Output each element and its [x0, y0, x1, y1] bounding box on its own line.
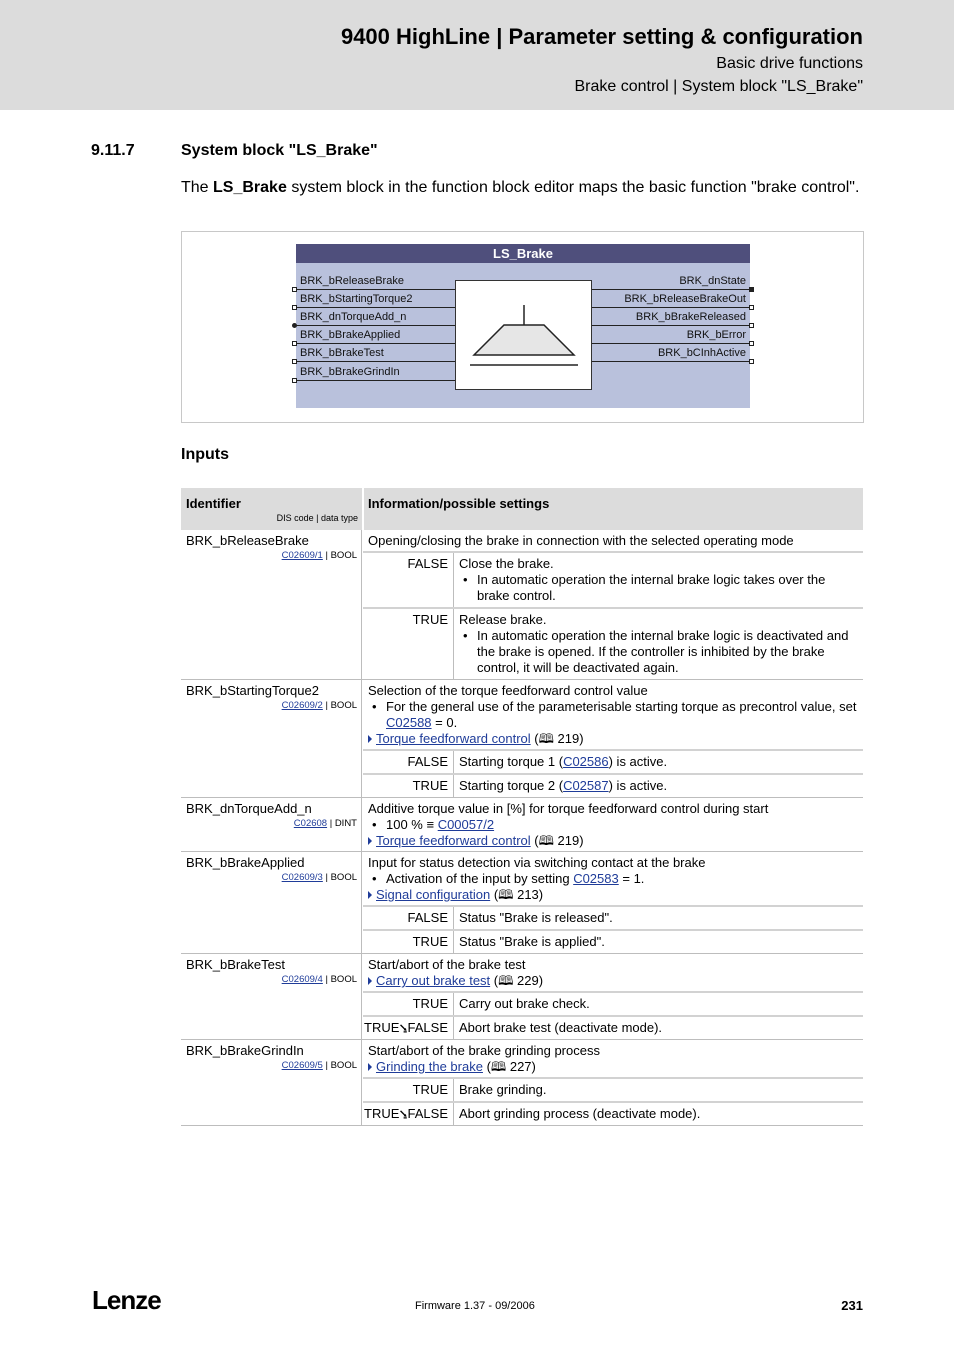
input-pin [292, 287, 297, 292]
identifier-cell [181, 852, 362, 953]
page-number: 231 [841, 1298, 863, 1313]
value-key: FALSE [363, 751, 454, 773]
data-type: | BOOL [325, 872, 357, 883]
value-desc: Brake grinding. [459, 1082, 547, 1097]
port-out-dn-state: BRK_dnState [679, 275, 746, 287]
ref-link[interactable]: Torque feedforward control [376, 833, 531, 848]
dis-code-link[interactable]: C02609/4 [281, 974, 323, 985]
description-block [363, 852, 863, 905]
info-cell [363, 798, 863, 851]
description: Opening/closing the brake in connection with the selected operating mode [368, 533, 794, 548]
ref-page: (🕮 219) [534, 731, 584, 746]
value-row [363, 991, 863, 1015]
value-row [363, 749, 863, 773]
page-header [0, 0, 954, 110]
ref-page: (🕮 227) [486, 1059, 536, 1074]
value-bullet: • In automatic operation the internal brake logic takes over the brake control. [459, 572, 858, 604]
dis-code [294, 818, 357, 829]
input-line [296, 343, 455, 344]
bullet-text-end: = 1. [622, 871, 645, 886]
table-row [181, 530, 863, 680]
reference-link [368, 731, 858, 747]
identifier-cell [181, 530, 362, 679]
header-identifier: Identifier [186, 496, 241, 511]
value-text: Release brake. [459, 612, 547, 627]
intro-bold: LS_Brake [213, 179, 287, 196]
description-block [363, 954, 863, 991]
identifier-cell [181, 954, 362, 1039]
table-row [181, 852, 863, 954]
reference-link [368, 1059, 858, 1075]
description: Selection of the torque feedforward control value [368, 683, 648, 698]
value-key: TRUE [363, 1079, 454, 1101]
info-cell [363, 1040, 863, 1125]
section-subtitle: Brake control | System block "LS_Brake" [574, 78, 863, 95]
port-out-release-brake-out: BRK_bReleaseBrakeOut [624, 293, 746, 305]
output-pin [749, 359, 754, 364]
identifier-name: BRK_bReleaseBrake [186, 533, 309, 548]
port-out-error: BRK_bError [686, 329, 746, 341]
input-pin [292, 323, 297, 328]
port-in-starting-torque2: BRK_bStartingTorque2 [300, 293, 413, 305]
port-in-torque-add: BRK_dnTorqueAdd_n [300, 311, 407, 323]
input-line [296, 289, 455, 290]
value-key: TRUE [363, 993, 454, 1015]
reference-link [368, 973, 858, 989]
input-line [296, 361, 455, 362]
reference-link [368, 833, 858, 849]
identifier-cell [181, 1040, 362, 1125]
ref-link[interactable]: Grinding the brake [376, 1059, 483, 1074]
intro-pre: The [181, 179, 209, 196]
inputs-table [181, 488, 863, 1126]
input-line [296, 307, 455, 308]
value-key: TRUE⭸FALSE [363, 1017, 454, 1039]
info-cell [363, 680, 863, 797]
description-block [363, 1040, 863, 1077]
ref-page: (🕮 219) [534, 833, 584, 848]
dis-code [282, 974, 357, 985]
info-cell [363, 530, 863, 679]
value-pre: Starting torque 1 ( [459, 754, 564, 769]
input-pin [292, 378, 297, 383]
table-row [181, 954, 863, 1040]
port-out-cinh-active: BRK_bCInhActive [657, 347, 746, 359]
block-title: LS_Brake [296, 244, 750, 263]
dis-code-link[interactable]: C02608 [293, 818, 328, 829]
value-key: TRUE [363, 775, 454, 797]
value-desc [454, 553, 863, 607]
value-row [363, 1101, 863, 1125]
value-row [363, 551, 863, 607]
value-text: Close the brake. [459, 556, 554, 571]
inputs-heading: Inputs [181, 446, 229, 463]
brake-symbol [455, 280, 592, 390]
identifier-name: BRK_bStartingTorque2 [186, 683, 319, 698]
port-in-brake-grindin: BRK_bBrakeGrindIn [300, 366, 400, 378]
port-in-brake-test: BRK_bBrakeTest [300, 347, 384, 359]
input-line [296, 325, 455, 326]
brake-icon [456, 281, 593, 391]
value-row [363, 607, 863, 679]
section-number: 9.11.7 [91, 142, 135, 159]
header-separator [362, 488, 364, 530]
dis-code [282, 550, 357, 561]
chapter-subtitle: Basic drive functions [716, 55, 863, 72]
value-row [363, 1077, 863, 1101]
value-bullet: • In automatic operation the internal brake logic is deactivated and the brake is opened. If the controller is inhibited by the brake control, it will be deactivated again. [459, 628, 858, 676]
value-desc: Abort grinding process (deactivate mode). [459, 1106, 701, 1121]
value-desc [454, 609, 863, 679]
lenze-logo: Lenze [92, 1285, 161, 1315]
input-pin [292, 341, 297, 346]
value-post: ) is active. [608, 778, 668, 793]
code-link[interactable]: C02586 [563, 754, 609, 769]
value-desc: Status "Brake is applied". [459, 934, 605, 949]
table-row [181, 798, 863, 852]
ref-page: (🕮 213) [493, 887, 544, 902]
identifier-name: BRK_bBrakeTest [186, 957, 285, 972]
description: Start/abort of the brake test [368, 957, 526, 972]
value-key: TRUE [363, 609, 454, 679]
data-type: | BOOL [325, 700, 357, 711]
output-pin [749, 341, 754, 346]
input-line [296, 380, 455, 381]
intro-post: system block in the function block editor maps the basic function "brake control". [291, 179, 860, 196]
table-row [181, 1040, 863, 1126]
value-desc [454, 751, 863, 773]
block-diagram-frame [181, 231, 864, 423]
ref-link[interactable]: Signal configuration [376, 887, 491, 902]
ref-link[interactable]: Torque feedforward control [376, 731, 531, 746]
bullet-text: Activation of the input by setting [386, 871, 570, 886]
description: Input for status detection via switching contact at the brake [368, 855, 706, 870]
bullet-text-end: = 0. [435, 715, 458, 730]
reference-link [368, 887, 858, 903]
description-bullet [368, 699, 858, 731]
code-link[interactable]: C02583 [573, 871, 619, 886]
value-desc: Carry out brake check. [459, 996, 590, 1011]
dis-code [282, 872, 357, 883]
info-cell [363, 852, 863, 953]
code-link[interactable]: C00057/2 [437, 817, 495, 832]
code-link[interactable]: C02587 [563, 778, 609, 793]
table-header [181, 488, 863, 530]
data-type: | BOOL [325, 1060, 357, 1071]
dis-code [282, 700, 357, 711]
dis-code-link[interactable]: C02609/2 [281, 700, 323, 711]
ref-link[interactable]: Carry out brake test [376, 973, 491, 988]
description-block [363, 680, 863, 749]
identifier-name: BRK_bBrakeGrindIn [186, 1043, 304, 1058]
value-row [363, 929, 863, 953]
value-key: FALSE [363, 907, 454, 929]
section-title: System block "LS_Brake" [181, 142, 378, 159]
data-type: | DINT [329, 818, 357, 829]
port-out-brake-released: BRK_bBrakeReleased [635, 311, 746, 323]
value-pre: Starting torque 2 ( [459, 778, 564, 793]
document-title: 9400 HighLine | Parameter setting & configuration [340, 24, 863, 49]
dis-code-link[interactable]: C02609/1 [281, 550, 323, 561]
bullet-text: For the general use of the parameterisable starting torque as precontrol value, set [386, 699, 857, 714]
description: Start/abort of the brake grinding process [368, 1043, 600, 1058]
value-key: TRUE [363, 931, 454, 953]
header-identifier-sub: DIS code | data type [276, 513, 358, 523]
input-pin [292, 305, 297, 310]
value-row [363, 773, 863, 797]
value-row [363, 1015, 863, 1039]
description-bullet [368, 817, 858, 833]
value-post: ) is active. [608, 754, 668, 769]
description-block [363, 798, 863, 851]
description: Additive torque value in [%] for torque feedforward control during start [368, 801, 769, 816]
data-type: | BOOL [325, 550, 357, 561]
output-pin [749, 287, 754, 292]
output-line [592, 289, 750, 290]
output-line [592, 307, 750, 308]
output-pin [749, 305, 754, 310]
value-desc: Abort brake test (deactivate mode). [459, 1020, 663, 1035]
header-info: Information/possible settings [368, 496, 550, 511]
dis-code [282, 1060, 357, 1071]
dis-code-link[interactable]: C02609/3 [281, 872, 323, 883]
data-type: | BOOL [325, 974, 357, 985]
output-line [592, 361, 750, 362]
info-cell [363, 954, 863, 1039]
firmware-version: Firmware 1.37 - 09/2006 [415, 1300, 535, 1312]
code-link[interactable]: C02588 [386, 715, 432, 730]
value-key: FALSE [363, 553, 454, 607]
description-bullet [368, 871, 858, 887]
value-desc [454, 775, 863, 797]
output-pin [749, 323, 754, 328]
identifier-name: BRK_dnTorqueAdd_n [186, 801, 312, 816]
bullet-text: 100 % ≡ [386, 817, 435, 832]
table-row [181, 680, 863, 798]
port-in-release-brake: BRK_bReleaseBrake [300, 275, 404, 287]
value-row [363, 905, 863, 929]
dis-code-link[interactable]: C02609/5 [281, 1060, 323, 1071]
value-key: TRUE⭸FALSE [363, 1103, 454, 1125]
port-in-brake-applied: BRK_bBrakeApplied [300, 329, 401, 341]
identifier-cell [181, 798, 362, 851]
value-desc: Status "Brake is released". [459, 910, 613, 925]
input-pin [292, 359, 297, 364]
output-line [592, 343, 750, 344]
ls-brake-block [296, 244, 750, 408]
ref-page: (🕮 229) [493, 973, 544, 988]
output-line [592, 325, 750, 326]
intro-paragraph [181, 178, 863, 198]
identifier-cell [181, 680, 362, 797]
identifier-name: BRK_bBrakeApplied [186, 855, 305, 870]
